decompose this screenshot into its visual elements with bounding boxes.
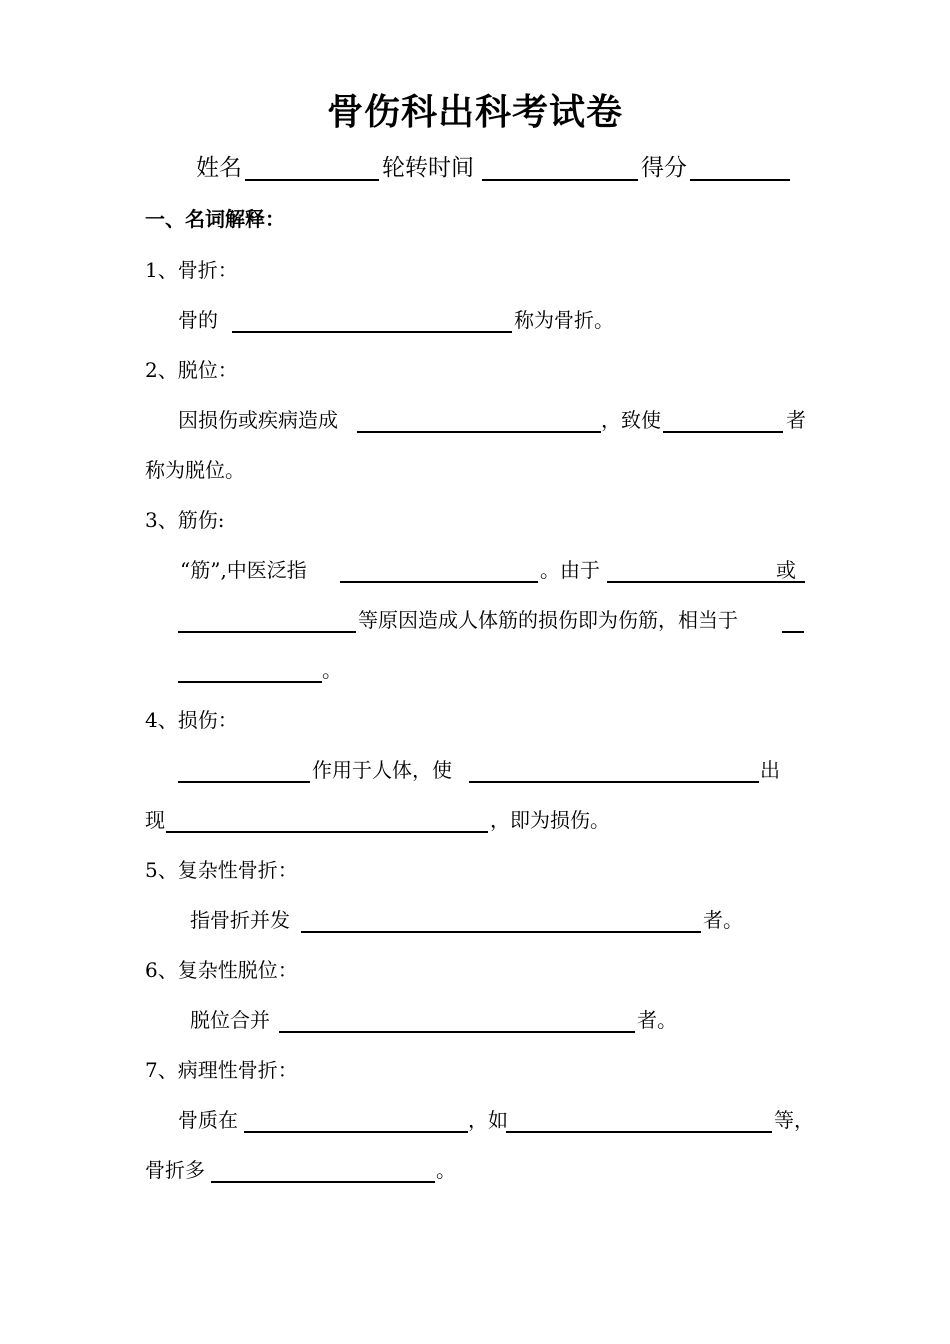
answer-blank[interactable] — [301, 905, 701, 933]
answer-blank[interactable] — [211, 1155, 435, 1183]
answer-blank[interactable] — [279, 1005, 635, 1033]
answer-blank[interactable] — [506, 1105, 772, 1133]
rotation-time-label: 轮转时间 — [382, 155, 474, 181]
answer-blank[interactable] — [469, 755, 759, 783]
score-field[interactable] — [690, 153, 790, 181]
answer-blank[interactable] — [232, 305, 512, 333]
page-title: 骨伤科出科考试卷 — [326, 91, 623, 133]
score-label: 得分 — [641, 155, 687, 181]
answer-blank[interactable] — [340, 555, 538, 583]
answer-blank[interactable] — [178, 605, 356, 633]
answer-blank[interactable] — [178, 755, 310, 783]
answer-blank[interactable] — [166, 805, 488, 833]
answer-blank[interactable] — [178, 655, 322, 683]
answer-blank[interactable] — [357, 405, 601, 433]
name-field[interactable] — [245, 153, 379, 181]
answer-blank[interactable] — [663, 405, 783, 433]
answer-blank[interactable] — [244, 1105, 468, 1133]
name-label: 姓名 — [196, 155, 242, 181]
exam-page: 骨伤科出科考试卷 姓名 轮转时间 得分 一、名词解释： 1、骨折： 骨的 称为骨折。 2、脱位： 因损伤或疾病造成 ，致使 者 称为脱位。 3、筋伤: “筋”,中医泛指 。由于 或 等原因造成人体筋的损伤即为伤筋，相当于 。 4、损伤： 作用于人体，使 出 现 ，即为损伤。 5、复杂性骨折： 指骨折并发 者。 6、复杂性脱位： 脱位合并 者。 7、病理性骨折： 骨质在 ，如 等， 骨折多 。 — [0, 0, 950, 1344]
answer-blank[interactable] — [782, 605, 804, 633]
rotation-time-field[interactable] — [482, 153, 638, 181]
